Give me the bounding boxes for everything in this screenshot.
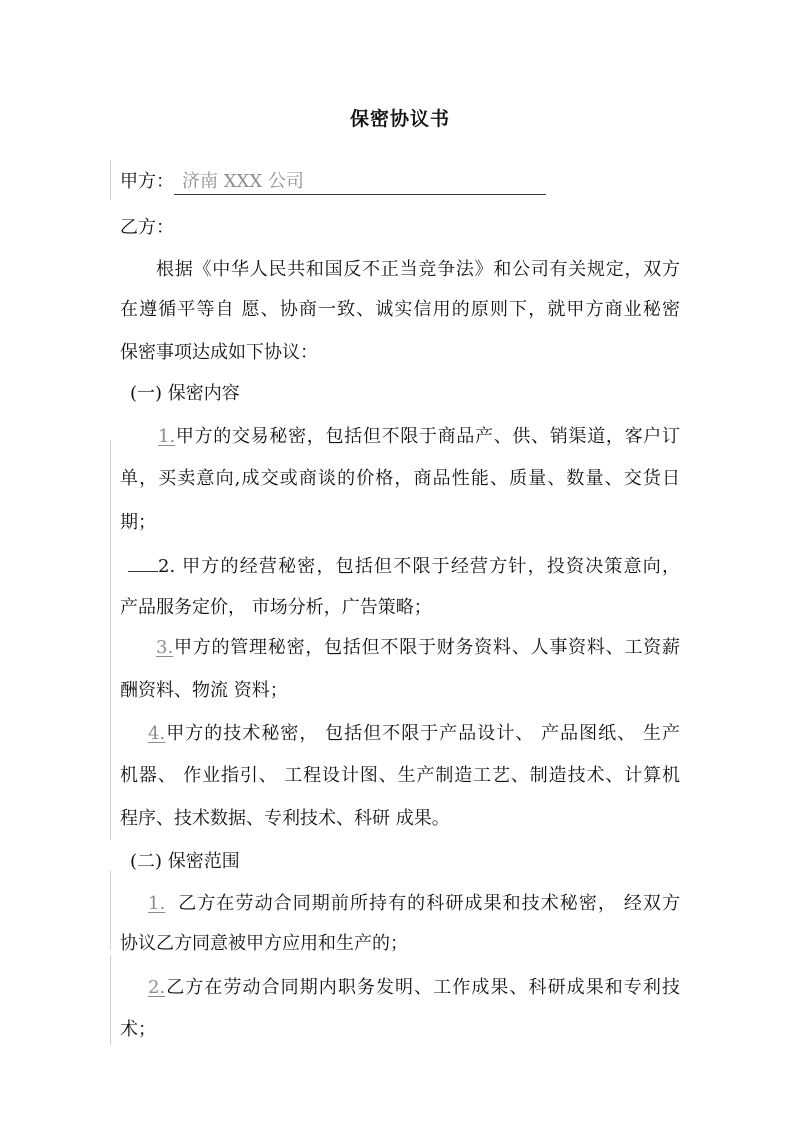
item-text: 乙方在劳动合同期内职务发明、工作成果、科研成果和专利技 <box>165 977 680 998</box>
item-1-3-line-2: 酬资料、物流 资料； <box>120 680 288 701</box>
item-2-2-line-2: 术； <box>120 1019 156 1040</box>
party-a-line <box>120 168 680 196</box>
item-number: 2. <box>148 977 166 998</box>
item-2-2-line-1 <box>148 974 680 1002</box>
item-number: 2. <box>158 556 176 577</box>
item-1-2-line-1 <box>128 551 680 581</box>
item-1-3-line-1 <box>140 634 680 662</box>
section-2-heading: (二) 保密范围 <box>130 851 240 872</box>
margin-mark <box>110 535 111 615</box>
item-number: 4. <box>148 723 166 744</box>
party-b-label: 乙方： <box>120 217 174 238</box>
item-2-1-line-1 <box>148 890 680 918</box>
item-1-1-line-3: 期； <box>120 512 156 533</box>
intro-line-1: 根据《中华人民共和国反不正当竞争法》和公司有关规定，双方 <box>156 259 680 280</box>
item-1-4-line-2: 机器、 作业指引、 工程设计图、生产制造工艺、制造技术、计算机 <box>120 765 680 786</box>
item-number: 1. <box>158 426 176 447</box>
margin-mark <box>110 160 111 200</box>
item-text: 甲方的经营秘密，包括但不限于经营方针，投资决策意向， <box>182 556 680 577</box>
margin-mark <box>110 870 111 950</box>
margin-mark <box>110 615 111 705</box>
item-1-2-line-2: 产品服务定价， 市场分析，广告策略； <box>120 597 432 618</box>
item-text: 乙方在劳动合同期前所持有的科研成果和技术秘密， 经双方 <box>177 893 680 914</box>
margin-mark <box>110 955 111 1045</box>
blank-underline <box>128 551 158 572</box>
margin-mark <box>110 440 111 540</box>
document-title: 保密协议书 <box>349 108 450 130</box>
party-a-field[interactable]: 济南 XXX 公司 <box>174 170 546 195</box>
item-text: 甲方的交易秘密，包括但不限于商品产、供、销渠道，客户订 <box>175 426 680 447</box>
item-text: 甲方的技术秘密， 包括但不限于产品设计、 产品图纸、 生产 <box>165 723 680 744</box>
intro-line-3: 保密事项达成如下协议： <box>120 342 318 363</box>
item-1-4-line-3: 程序、技术数据、专利技术、科研 成果。 <box>120 808 450 829</box>
party-a-label: 甲方： <box>120 171 174 192</box>
item-2-1-line-2: 协议乙方同意被甲方应用和生产的； <box>120 933 408 954</box>
item-text: 甲方的管理秘密，包括但不限于财务资料、人事资料、工资薪 <box>173 637 680 658</box>
party-b-line <box>120 214 680 242</box>
item-number: 3. <box>156 637 174 658</box>
item-number: 1. <box>148 893 166 914</box>
intro-line-2: 在遵循平等自 愿、协商一致、诚实信用的原则下，就甲方商业秘密 <box>120 299 680 320</box>
section-1-heading: (一) 保密内容 <box>130 383 240 404</box>
item-1-4-line-1 <box>148 720 680 748</box>
margin-mark <box>110 700 111 840</box>
item-1-1-line-2: 单，买卖意向,成交或商谈的价格，商品性能、质量、数量、交货日 <box>120 468 680 489</box>
item-1-1-line-1 <box>158 423 680 451</box>
